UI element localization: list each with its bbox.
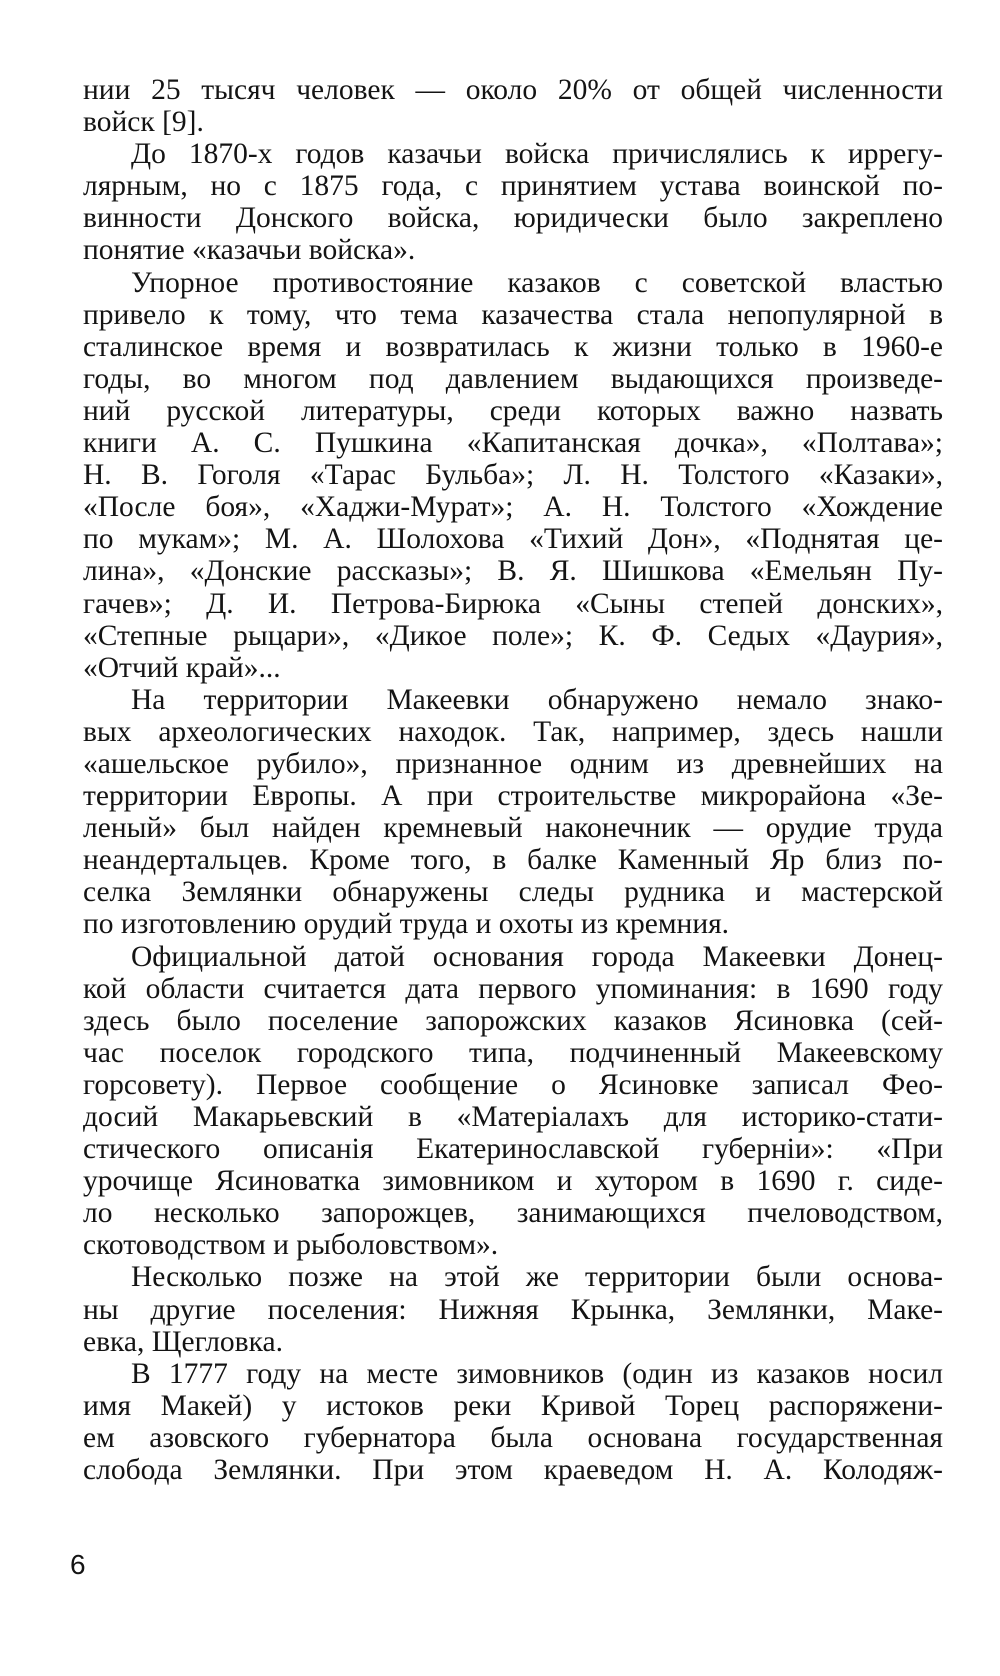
text-line: лярным, но с 1875 года, с принятием устава воинской по- xyxy=(83,170,943,203)
text-line: ны другие поселения: Нижняя Крынка, Землянки, Маке- xyxy=(83,1293,943,1326)
text-line: евка, Щегловка. xyxy=(83,1325,283,1358)
paragraph-1 xyxy=(83,74,943,138)
paragraph-5 xyxy=(83,941,943,1262)
text-line: кой области считается дата первого упоминания: в 1690 году xyxy=(83,972,943,1005)
text-line: «Степные рыцари», «Дикое поле»; К. Ф. Седых «Даурия», xyxy=(83,619,943,652)
paragraph-7 xyxy=(83,1358,943,1486)
text-line: ло несколько запорожцев, занимающихся пчеловодством, xyxy=(83,1197,943,1230)
text-line: гачев»; Д. И. Петрова-Бирюка «Сыны степей донских», xyxy=(83,587,943,620)
text-line: «ашельское рубило», признанное одним из древнейших на xyxy=(83,747,943,780)
text-line: «Отчий край»... xyxy=(83,651,281,684)
page-body xyxy=(83,74,943,1486)
text-line: войск [9]. xyxy=(83,106,204,139)
text-line: До 1870-х годов казачьи войска причислялись к иррегу- xyxy=(131,138,943,171)
text-line: Официальной датой основания города Макеевки Донец- xyxy=(131,940,943,973)
text-line: слобода Землянки. При этом краеведом Н. А. Колодяж- xyxy=(83,1454,943,1487)
text-line: нии 25 тысяч человек — около 20% от общей численности xyxy=(83,74,943,106)
text-line: лина», «Донские рассказы»; В. Я. Шишкова «Емельян Пу- xyxy=(83,555,943,588)
text-line: Н. В. Гоголя «Тарас Бульба»; Л. Н. Толстого «Казаки», xyxy=(83,459,943,492)
text-line: неандертальцев. Кроме того, в балке Каменный Яр близ по- xyxy=(83,844,943,877)
text-line: стического описанія Екатеринославской губерніи»: «При xyxy=(83,1133,943,1166)
text-line: по изготовлению орудий труда и охоты из кремния. xyxy=(83,908,730,941)
text-line: час поселок городского типа, подчиненный Макеевскому xyxy=(83,1036,943,1069)
text-line: леный» был найден кремневый наконечник — орудие труда xyxy=(83,812,943,845)
text-line: имя Макей) у истоков реки Кривой Торец распоряжени- xyxy=(83,1389,943,1422)
text-line: горсовету). Первое сообщение о Ясиновке записал Фео- xyxy=(83,1068,943,1101)
text-line: Упорное противостояние казаков с советской властью xyxy=(131,266,943,299)
paragraph-3 xyxy=(83,267,943,684)
text-line: На территории Макеевки обнаружено немало знако- xyxy=(131,683,943,716)
paragraph-4 xyxy=(83,684,943,941)
text-line: селка Землянки обнаружены следы рудника и мастерской xyxy=(83,876,943,909)
text-line: досий Макарьевский в «Матеріалахъ для историко-стати- xyxy=(83,1101,943,1133)
text-line: привело к тому, что тема казачества стала непопулярной в xyxy=(83,298,943,331)
text-line: годы, во многом под давлением выдающихся произведе- xyxy=(83,362,943,395)
text-line: здесь было поселение запорожских казаков Ясиновка (сей- xyxy=(83,1004,943,1037)
text-line: по мукам»; М. А. Шолохова «Тихий Дон», «Поднятая це- xyxy=(83,523,943,556)
text-line: винности Донского войска, юридически было закреплено xyxy=(83,202,943,235)
text-line: скотоводством и рыболовством». xyxy=(83,1229,499,1262)
paragraph-2 xyxy=(83,138,943,266)
text-line: «После боя», «Хаджи-Мурат»; А. Н. Толстого «Хождение xyxy=(83,491,943,524)
text-line: Несколько позже на этой же территории были основа- xyxy=(131,1261,943,1294)
text-line: книги А. С. Пушкина «Капитанская дочка», «Полтава»; xyxy=(83,427,943,460)
text-line: понятие «казачьи войска». xyxy=(83,234,416,267)
text-line: урочище Ясиноватка зимовником и хутором в 1690 г. сиде- xyxy=(83,1165,943,1198)
text-line: ний русской литературы, среди которых важно назвать xyxy=(83,394,943,427)
text-line: сталинское время и возвратилась к жизни только в 1960-е xyxy=(83,330,943,363)
paragraph-6 xyxy=(83,1261,943,1357)
text-line: В 1777 году на месте зимовников (один из казаков носил xyxy=(131,1357,943,1390)
text-line: территории Европы. А при строительстве микрорайона «Зе- xyxy=(83,780,943,813)
text-line: ем азовского губернатора была основана государственная xyxy=(83,1421,943,1454)
text-line: вых археологических находок. Так, например, здесь нашли xyxy=(83,715,943,748)
page-number: 6 xyxy=(70,1549,86,1580)
